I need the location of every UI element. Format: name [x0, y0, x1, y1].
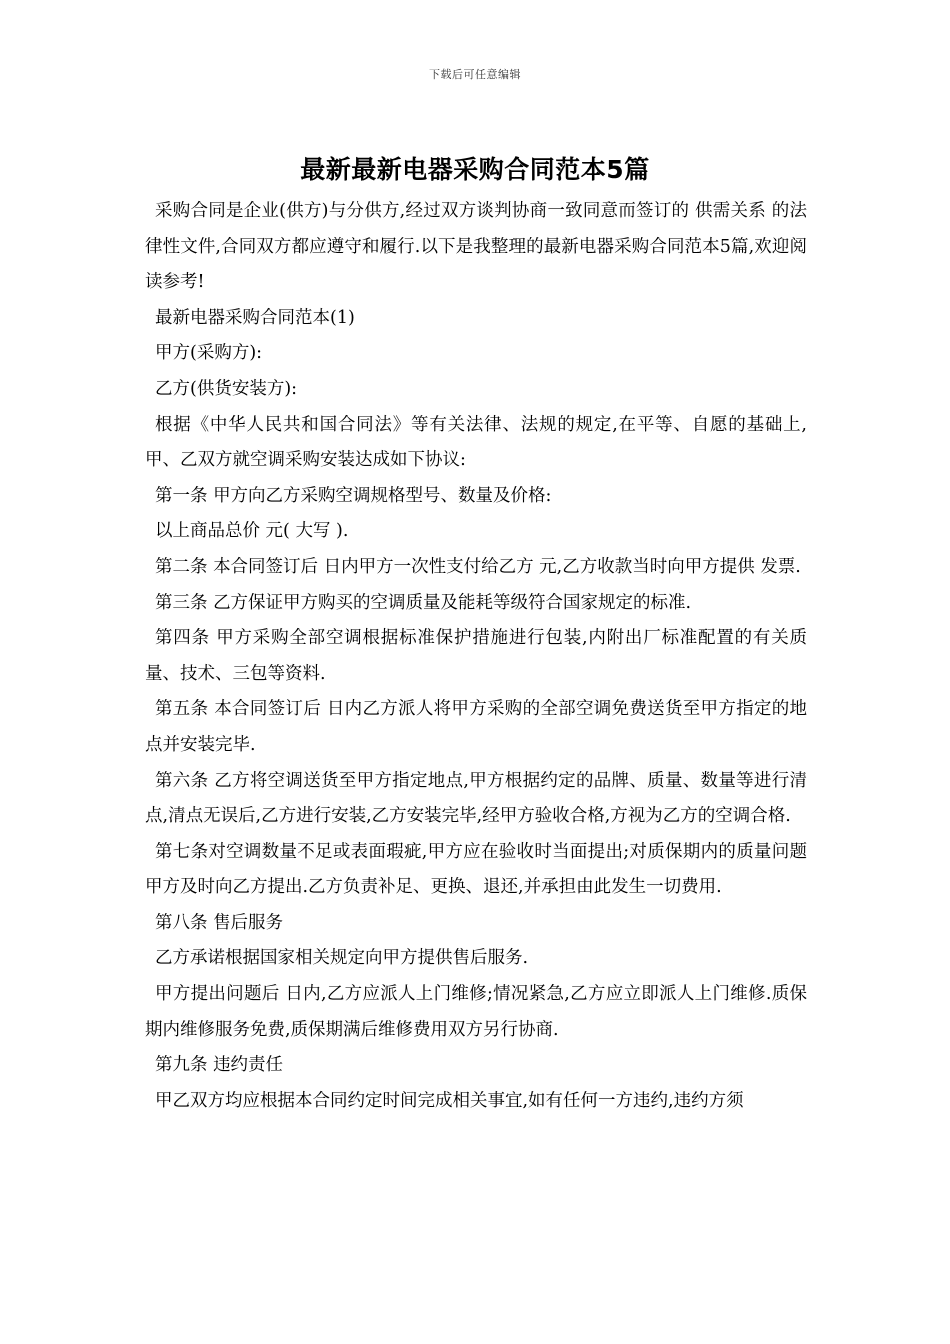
article-4: 第四条 甲方采购全部空调根据标准保护措施进行包装,内附出厂标准配置的有关质量、技术、三包等资料.	[145, 628, 807, 684]
article-9-body: 甲乙双方均应根据本合同约定时间完成相关事宜,如有任何一方违约,违约方须	[155, 1090, 744, 1111]
article-1: 第一条 甲方向乙方采购空调规格型号、数量及价格:	[155, 485, 552, 506]
contract-heading: 最新电器采购合同范本(1)	[155, 307, 355, 328]
party-a-line: 甲方(采购方):	[155, 343, 263, 364]
document-title: 最新最新电器采购合同范本5篇	[300, 155, 650, 184]
article-6: 第六条 乙方将空调送货至甲方指定地点,甲方根据约定的品牌、质量、数量等进行清点,清点无误后,乙方进行安装,乙方安装完毕,经甲方验收合格,方视为乙方的空调合格.	[145, 770, 807, 827]
preamble-paragraph: 根据《中华人民共和国合同法》等有关法律、法规的规定,在平等、自愿的基础上,甲、乙双方就空调采购安装达成如下协议:	[145, 414, 807, 471]
article-3: 第三条 乙方保证甲方购买的空调质量及能耗等级符合国家规定的标准.	[155, 592, 692, 613]
header-note: 下载后可任意编辑	[429, 68, 521, 81]
article-8-heading: 第八条 售后服务	[155, 912, 284, 933]
article-5: 第五条 本合同签订后 日内乙方派人将甲方采购的全部空调免费送货至甲方指定的地点并安装完毕.	[145, 699, 807, 755]
document-body	[145, 194, 807, 1119]
party-b-line: 乙方(供货安装方):	[155, 378, 298, 399]
total-price-line: 以上商品总价 元( 大写 ).	[155, 521, 349, 542]
intro-paragraph: 采购合同是企业(供方)与分供方,经过双方谈判协商一致同意而签订的 供需关系 的法律性文件,合同双方都应遵守和履行.以下是我整理的最新电器采购合同范本5篇,欢迎阅读参考!	[145, 201, 807, 293]
article-8-body-1: 乙方承诺根据国家相关规定向甲方提供售后服务.	[155, 948, 529, 969]
article-9-heading: 第九条 违约责任	[155, 1055, 284, 1076]
article-2: 第二条 本合同签订后 日内甲方一次性支付给乙方 元,乙方收款当时向甲方提供 发票.	[155, 556, 801, 577]
article-7: 第七条对空调数量不足或表面瑕疵,甲方应在验收时当面提出;对质保期内的质量问题甲方及时向乙方提出.乙方负责补足、更换、退还,并承担由此发生一切费用.	[145, 841, 807, 898]
article-8-body-2: 甲方提出问题后 日内,乙方应派人上门维修;情况紧急,乙方应立即派人上门维修.质保期内维修服务免费,质保期满后维修费用双方另行协商.	[145, 984, 807, 1040]
